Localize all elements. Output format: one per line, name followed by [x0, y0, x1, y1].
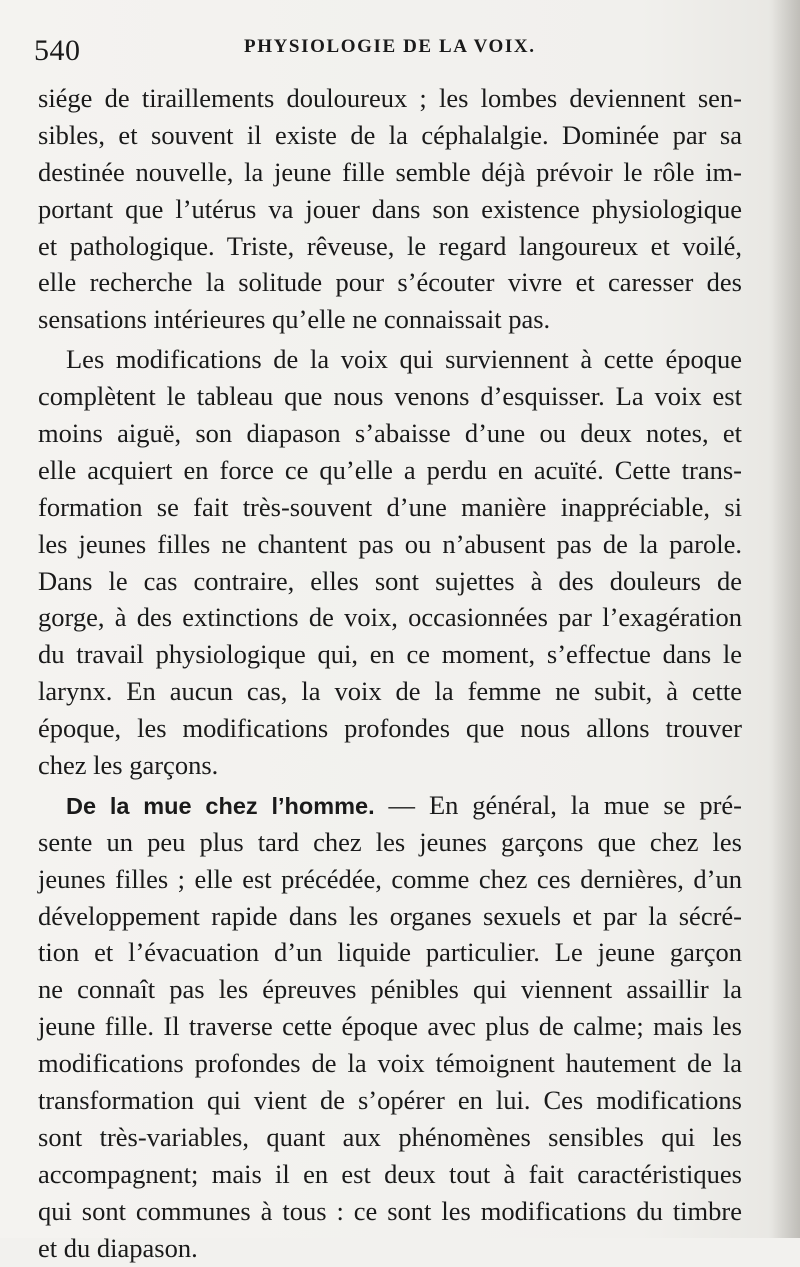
- text-line: époque, les modifications profondes que nous allons trouver: [38, 713, 742, 744]
- text-line: du travail physiologique qui, en ce moment, s’effectue dans le: [38, 639, 742, 670]
- page-number: 540: [34, 34, 81, 67]
- text-line: elle recherche la solitude pour s’écouter vivre et caresser des: [38, 267, 742, 298]
- text-line: jeunes filles ; elle est précédée, comme chez ces dernières, d’un: [38, 863, 742, 894]
- paragraph-3: [38, 787, 742, 1267]
- text-line: chez les garçons.: [38, 750, 219, 781]
- text-line: sibles, et souvent il existe de la céphalalgie. Dominée par sa: [38, 119, 742, 150]
- text-line: et du diapason.: [38, 1232, 198, 1263]
- text-line: siége de tiraillements douloureux ; les lombes deviennent sen-: [38, 83, 742, 113]
- text-line: larynx. En aucun cas, la voix de la femme ne subit, à cette: [38, 676, 742, 707]
- text-line: Dans le cas contraire, elles sont sujettes à des douleurs de: [38, 565, 742, 596]
- body-text: [38, 80, 742, 1267]
- text-line: ne connaît pas les épreuves pénibles qui viennent assaillir la: [38, 974, 742, 1005]
- paragraph-1: [38, 80, 742, 338]
- text-line: les jeunes filles ne chantent pas ou n’abusent pas de la parole.: [38, 528, 742, 559]
- running-head: PHYSIOLOGIE DE LA VOIX.: [244, 36, 536, 57]
- text-line: qui sont communes à tous : ce sont les modifications du timbre: [38, 1195, 742, 1226]
- text-line: formation se fait très-souvent d’une manière inappréciable, si: [38, 491, 742, 522]
- text-line: elle acquiert en force ce qu’elle a perdu en acuïté. Cette trans-: [38, 454, 742, 485]
- paragraph-2: [38, 341, 742, 784]
- text-line: portant que l’utérus va jouer dans son existence physiologique: [38, 193, 742, 224]
- text-line: Les modifications de la voix qui surviennent à cette époque: [66, 344, 742, 375]
- text-line: modifications profondes de la voix témoignent hautement de la: [38, 1048, 742, 1079]
- text-line: sensations intérieures qu’elle ne connaissait pas.: [38, 304, 551, 335]
- text-line: [38, 787, 742, 824]
- text-line: complètent le tableau que nous venons d’esquisser. La voix est: [38, 381, 742, 412]
- text-line: développement rapide dans les organes sexuels et par la sécré-: [38, 900, 742, 931]
- text-line: moins aiguë, son diapason s’abaisse d’une ou deux notes, et: [38, 418, 742, 449]
- text-line: sente un peu plus tard chez les jeunes garçons que chez les: [38, 826, 742, 857]
- section-heading: De la mue chez l’homme.: [66, 792, 375, 819]
- page-gutter-shadow: [772, 0, 800, 1238]
- text-line: et pathologique. Triste, rêveuse, le regard langoureux et voilé,: [38, 230, 742, 261]
- text-line: accompagnent; mais il en est deux tout à fait caractéristiques: [38, 1158, 742, 1189]
- text-line: transformation qui vient de s’opérer en lui. Ces modifications: [38, 1085, 742, 1116]
- text-line: destinée nouvelle, la jeune fille semble déjà prévoir le rôle im-: [38, 156, 742, 187]
- text-line: tion et l’évacuation d’un liquide particulier. Le jeune garçon: [38, 937, 742, 968]
- text-run: — En général, la mue se pré-: [388, 789, 742, 820]
- page-header: [30, 30, 740, 70]
- text-line: jeune fille. Il traverse cette époque avec plus de calme; mais les: [38, 1011, 742, 1042]
- text-line: sont très-variables, quant aux phénomènes sensibles qui les: [38, 1121, 742, 1152]
- text-line: gorge, à des extinctions de voix, occasionnées par l’exagération: [38, 602, 742, 633]
